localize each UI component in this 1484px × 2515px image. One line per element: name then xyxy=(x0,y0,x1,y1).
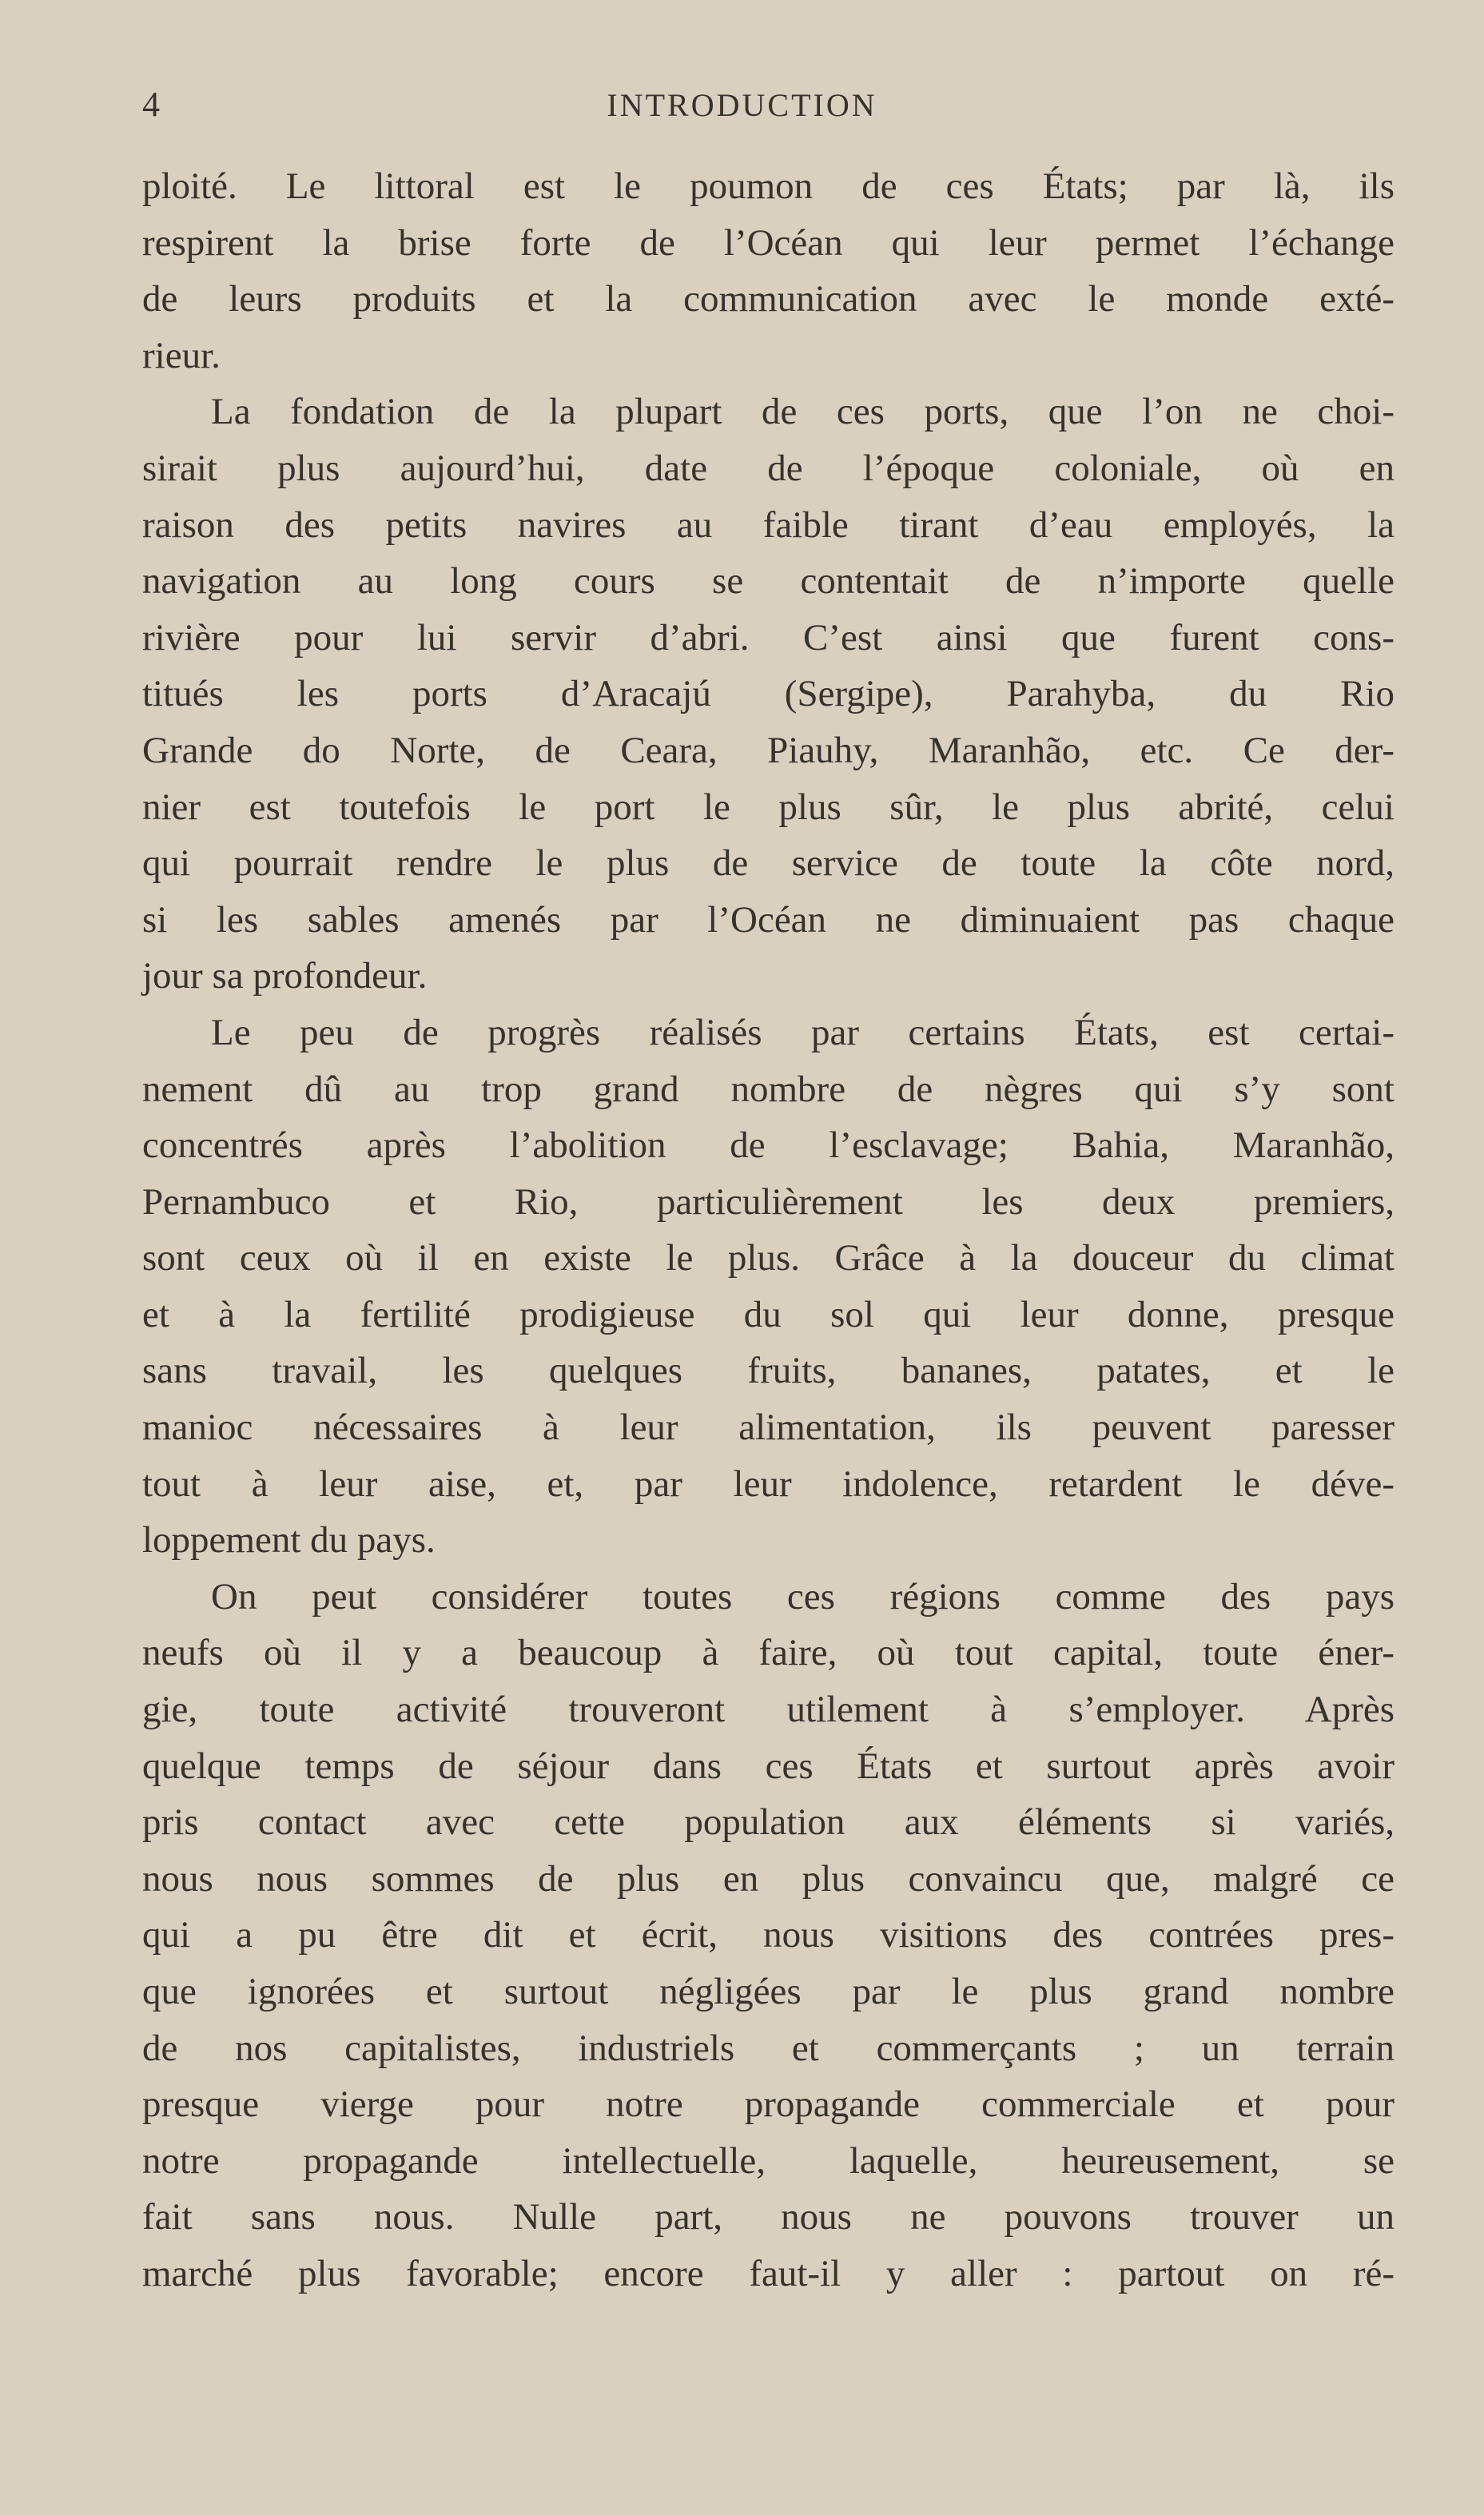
text-line: nement dû au trop grand nombre de nègres qui s’y sont xyxy=(142,1068,1394,1110)
text-line: de leurs produits et la communication avec le monde exté- xyxy=(142,278,1394,320)
text-line: On peut considérer toutes ces régions comme des pays xyxy=(211,1575,1394,1618)
text-line: jour sa profondeur. xyxy=(142,955,428,997)
text-line: rieur. xyxy=(142,334,221,376)
text-line: rivière pour lui servir d’abri. C’est ainsi que furent cons- xyxy=(142,616,1394,659)
text-line: manioc nécessaires à leur alimentation, ils peuvent paresser xyxy=(142,1407,1394,1449)
page-number: 4 xyxy=(142,85,160,124)
running-title: INTRODUCTION xyxy=(607,87,877,123)
text-line: respirent la brise forte de l’Océan qui leur permet l’échange xyxy=(142,221,1394,264)
text-line: notre propagande intellectuelle, laquelle, heureusement, se xyxy=(142,2139,1394,2182)
text-line: pris contact avec cette population aux éléments si variés, xyxy=(142,1801,1394,1844)
text-line: qui pourrait rendre le plus de service de toute la côte nord, xyxy=(142,842,1394,885)
text-line: quelque temps de séjour dans ces États et surtout après avoir xyxy=(142,1745,1394,1787)
text-line: sirait plus aujourd’hui, date de l’époque coloniale, où en xyxy=(142,447,1394,489)
text-line: et à la fertilité prodigieuse du sol qui leur donne, presque xyxy=(142,1293,1394,1335)
text-line: ploité. Le littoral est le poumon de ces États; par là, ils xyxy=(142,165,1394,207)
text-line: nous nous sommes de plus en plus convaincu que, malgré ce xyxy=(142,1857,1394,1900)
text-line: raison des petits navires au faible tirant d’eau employés, la xyxy=(142,503,1394,546)
text-line: loppement du pays. xyxy=(142,1519,436,1562)
text-line: qui a pu être dit et écrit, nous visitions des contrées pres- xyxy=(142,1914,1394,1956)
text-line: sont ceux où il en existe le plus. Grâce à la douceur du climat xyxy=(142,1237,1394,1279)
text-line: tout à leur aise, et, par leur indolence, retardent le déve- xyxy=(142,1462,1394,1505)
text-line: nier est toutefois le port le plus sûr, le plus abrité, celui xyxy=(142,786,1394,828)
text-line: Pernambuco et Rio, particulièrement les deux premiers, xyxy=(142,1180,1394,1223)
text-line: navigation au long cours se contentait de n’importe quelle xyxy=(142,560,1394,603)
text-line: neufs où il y a beaucoup à faire, où tout capital, toute éner- xyxy=(142,1632,1394,1674)
text-line: concentrés après l’abolition de l’esclavage; Bahia, Maranhão, xyxy=(142,1124,1394,1167)
text-line: titués les ports d’Aracajú (Sergipe), Parahyba, du Rio xyxy=(142,673,1394,715)
text-line: que ignorées et surtout négligées par le plus grand nombre xyxy=(142,1971,1394,2012)
text-line: fait sans nous. Nulle part, nous ne pouvons trouver un xyxy=(142,2196,1394,2238)
text-line: La fondation de la plupart de ces ports, que l’on ne choi- xyxy=(211,391,1394,433)
text-line: si les sables amenés par l’Océan ne diminuaient pas chaque xyxy=(142,898,1394,941)
body-text xyxy=(142,158,1394,2302)
text-line: de nos capitalistes, industriels et commerçants ; un terrain xyxy=(142,2027,1394,2069)
text-line: sans travail, les quelques fruits, bananes, patates, et le xyxy=(142,1350,1394,1392)
text-line: marché plus favorable; encore faut-il y aller : partout on ré- xyxy=(142,2252,1394,2294)
text-line: gie, toute activité trouveront utilement à s’employer. Après xyxy=(142,1689,1394,1731)
text-line: Le peu de progrès réalisés par certains États, est certai- xyxy=(211,1011,1394,1053)
text-line: presque vierge pour notre propagande commerciale et pour xyxy=(142,2083,1394,2126)
text-line: Grande do Norte, de Ceara, Piauhy, Maranhão, etc. Ce der- xyxy=(142,729,1394,771)
